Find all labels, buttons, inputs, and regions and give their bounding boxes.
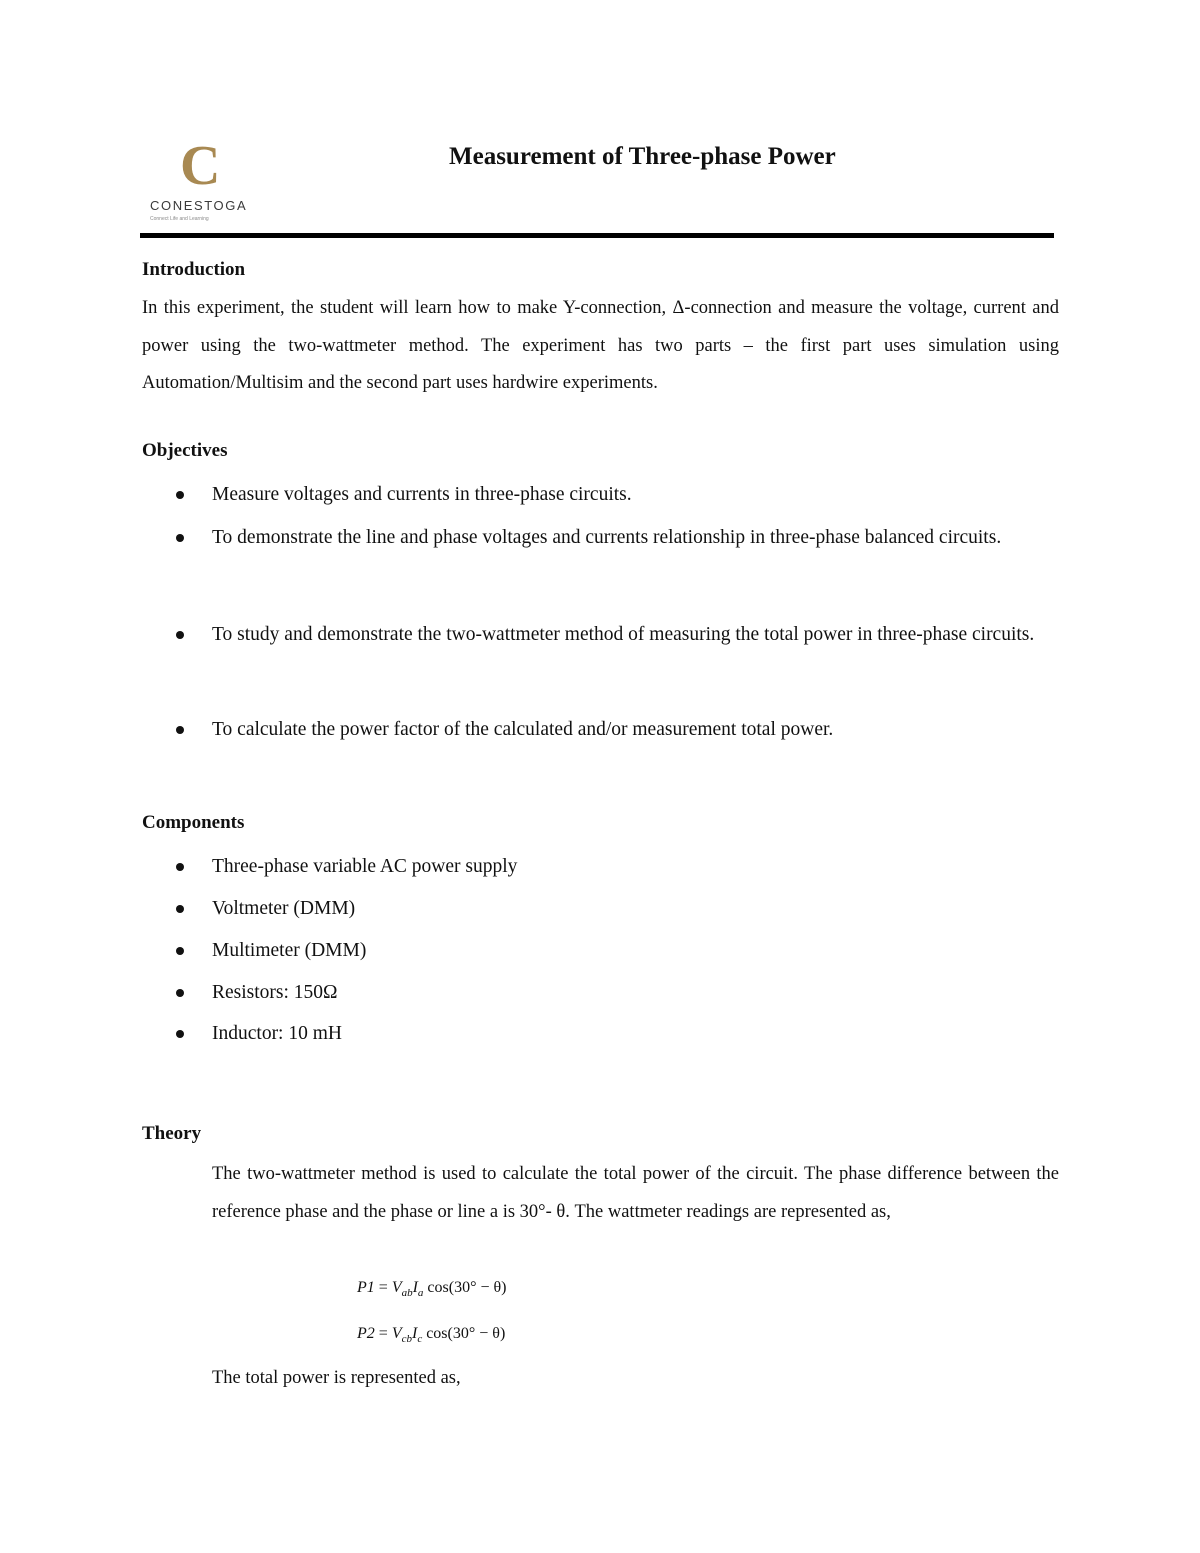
theory-heading: Theory — [142, 1123, 202, 1144]
bullet-icon — [176, 534, 184, 542]
equation-p2: $P2 = V_{cb}I_c$ cos(30° − θ) — [357, 1325, 506, 1346]
bullet-icon — [176, 863, 184, 871]
component-item: Inductor: 10 mH — [142, 1014, 1059, 1054]
bullet-icon — [176, 905, 184, 913]
theory-text — [212, 1156, 1059, 1231]
logo-letter: C — [180, 135, 221, 197]
objective-item: To study and demonstrate the two-wattmeter method of measuring the total power in three-phase circuits. — [142, 615, 1059, 655]
component-item: Three-phase variable AC power supply — [142, 847, 1059, 887]
bullet-icon — [176, 491, 184, 499]
logo-name: CONESTOGA — [150, 198, 248, 213]
bullet-icon — [176, 947, 184, 955]
introduction-paragraph: In this experiment, the student will learn how to make Y-connection, Δ-connection and measure the voltage, current and power using the two-wattmeter method. The experiment has two parts – the first part uses simulation using Automation/Multisim and the second part uses hardwire experiments. — [142, 298, 1059, 393]
component-item: Voltmeter (DMM) — [142, 889, 1059, 929]
bullet-icon — [176, 726, 184, 734]
total-power-text: The total power is represented as, — [212, 1368, 461, 1388]
component-item: Multimeter (DMM) — [142, 931, 1059, 971]
objective-item: To calculate the power factor of the calculated and/or measurement total power. — [142, 710, 1059, 750]
bullet-icon — [176, 631, 184, 639]
introduction-heading: Introduction — [142, 259, 246, 280]
theory-paragraph: The two-wattmeter method is used to calculate the total power of the circuit. The phase difference between the reference phase and the phase or line a is 30°- θ. The wattmeter readings are represented as, — [212, 1164, 1059, 1222]
objective-item: Measure voltages and currents in three-phase circuits. — [142, 475, 1059, 515]
objective-item: To demonstrate the line and phase voltages and currents relationship in three-phase balanced circuits. — [142, 518, 1059, 558]
component-item: Resistors: 150Ω — [142, 973, 1059, 1013]
bullet-icon — [176, 1030, 184, 1038]
conestoga-logo — [150, 135, 260, 222]
introduction-text — [142, 290, 1059, 403]
components-heading: Components — [142, 812, 245, 833]
document-title: Measurement of Three-phase Power — [449, 143, 836, 170]
logo-tagline: Connect Life and Learning — [150, 216, 209, 222]
bullet-icon — [176, 989, 184, 997]
title-divider — [140, 233, 1054, 238]
objectives-heading: Objectives — [142, 440, 228, 461]
equation-p1: $P1 = V_{ab}I_a$ cos(30° − θ) — [357, 1279, 507, 1300]
